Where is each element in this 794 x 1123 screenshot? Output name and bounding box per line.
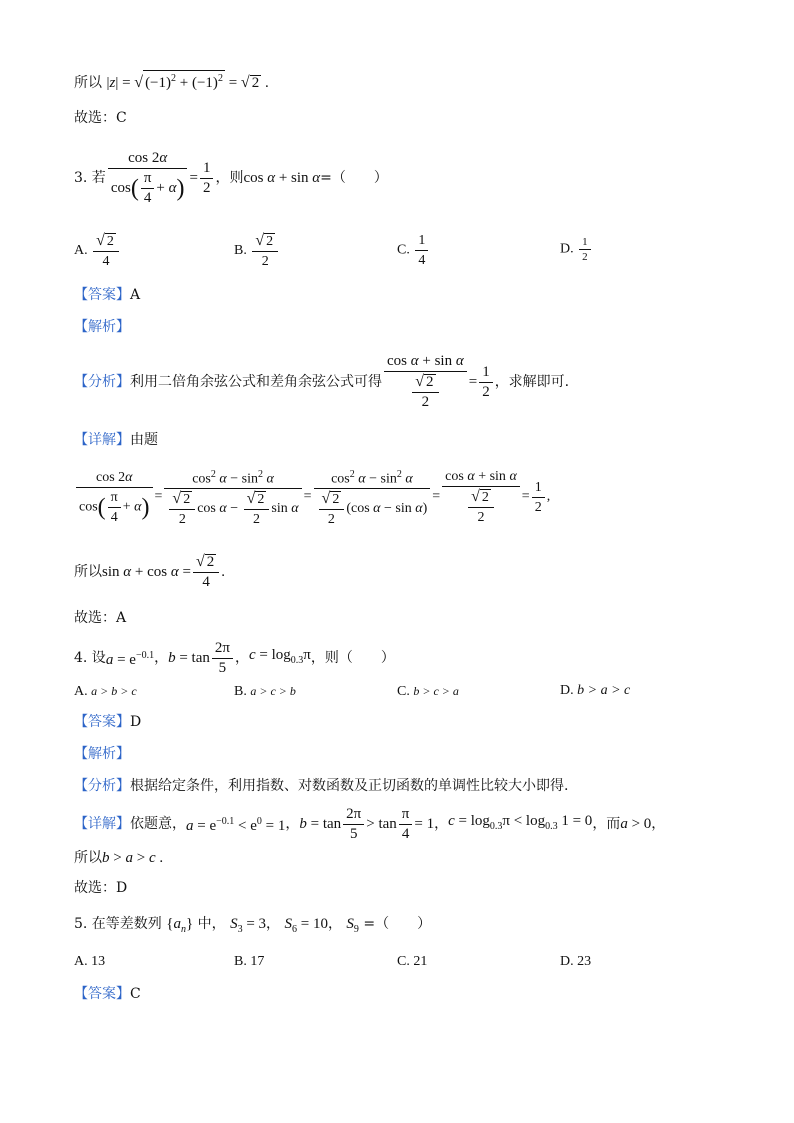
modulus-expression: |z| = √ $(-1)^2 + (-1)^2$ = √ 2 . bbox=[106, 75, 268, 91]
q3-answer: 【答案】A bbox=[74, 287, 141, 303]
q4-option-b: B. a > c > b bbox=[234, 684, 296, 699]
q4-conclusion: 所以b > a > c . bbox=[74, 850, 164, 866]
question-3-stem: 3. 若 cos 2α cos( $\frac{\pi}{4}$ + α) = $\frac{1}{2}$ ，则 cos α + sin α =（ ） bbox=[74, 149, 388, 206]
q5-option-d: D. 23 bbox=[560, 954, 592, 969]
q5-option-b: B. 17 bbox=[234, 954, 265, 969]
q4-analysis-tag: 【解析】 bbox=[74, 746, 130, 762]
q4-option-a: A. a > b > c bbox=[74, 684, 137, 699]
q3-choice: 故选：A bbox=[74, 610, 127, 626]
question-4-stem: 4. 设 $a = e^{-0.1}$ ， b = tan $\frac{2\pi}{5}$ ， $c = \log_{0.3}\pi$ ，则（ ） bbox=[74, 639, 395, 676]
q3-analysis-tag: 【解析】 bbox=[74, 319, 130, 335]
q3-option-b: B. $\frac{√ 2}{2}$ bbox=[234, 232, 280, 270]
q3-xiangjie: 【详解】由题 bbox=[74, 432, 158, 448]
q4-option-c: C. b > c > a bbox=[397, 684, 459, 699]
question-5-stem: 5. 在等差数列 $\{a_n\}$ 中， $S_3 = 3$， $S_6 = 10$， $S_9$ =（ ） bbox=[74, 916, 432, 935]
q5-answer: 【答案】C bbox=[74, 986, 141, 1002]
q3-option-d: D. $\frac{1}{2}$ bbox=[560, 236, 593, 263]
q3-given-fraction: cos 2α cos( $\frac{\pi}{4}$ + α) bbox=[108, 150, 188, 207]
q4-answer: 【答案】D bbox=[74, 714, 142, 730]
result-line-modulus: 所以 |z| = √ $(-1)^2 + (-1)^2$ = √ 2 . bbox=[74, 70, 269, 93]
q4-fenxi: 【分析】根据给定条件，利用指数、对数函数及正切函数的单调性比较大小即得. bbox=[74, 778, 569, 794]
q4-xiangjie: 【详解】 依题意， $a = e^{-0.1} < e^0 = 1$ ， b = tan $\frac{2\pi}{5}$ > tan $\frac{\pi}{4}$ = 1 ， $c = \log_{0.3}\pi < \log_{0.3} 1 = 0$ ，而 a > 0 ， bbox=[74, 805, 666, 842]
q3-fenxi: 【分析】 利用二倍角余弦公式和差角余弦公式可得 $\frac{\text{cos α + sin α}}{\frac{√ 2}{2}}$ = $\frac{1}{2}$ ，求解即可. bbox=[74, 353, 570, 410]
q4-choice: 故选：D bbox=[74, 880, 128, 896]
q3-option-a: A. $\frac{√ 2}{4}$ bbox=[74, 232, 121, 270]
q3-derivation: cos 2α cos( $\frac{\pi}{4}$ + α) = $\cos^2 \alpha - \sin^2 \alpha$ $\frac{√ 2}{2}$ cos α − $\frac{√ 2}{2}$ sin α = $\cos^2 \alpha - \sin^2 \alpha$ $\frac{√ 2}{2}$ (cos α − sin α) = $\frac{\text{cos α + sin α}}{\frac{√ 2}{2}}$ = $\frac{1}{2}$ , bbox=[74, 463, 550, 531]
q3-conclusion: 所以 sin α + cos α = $\frac{√ 2}{4}$ . bbox=[74, 553, 225, 590]
q5-option-c: C. 21 bbox=[397, 954, 428, 969]
q3-option-c: C. $\frac{1}{4}$ bbox=[397, 232, 430, 269]
choice-line-prev: 故选：C bbox=[74, 110, 127, 126]
q5-option-a: A. 13 bbox=[74, 954, 106, 969]
q4-option-d: D. b > a > c bbox=[560, 683, 631, 698]
